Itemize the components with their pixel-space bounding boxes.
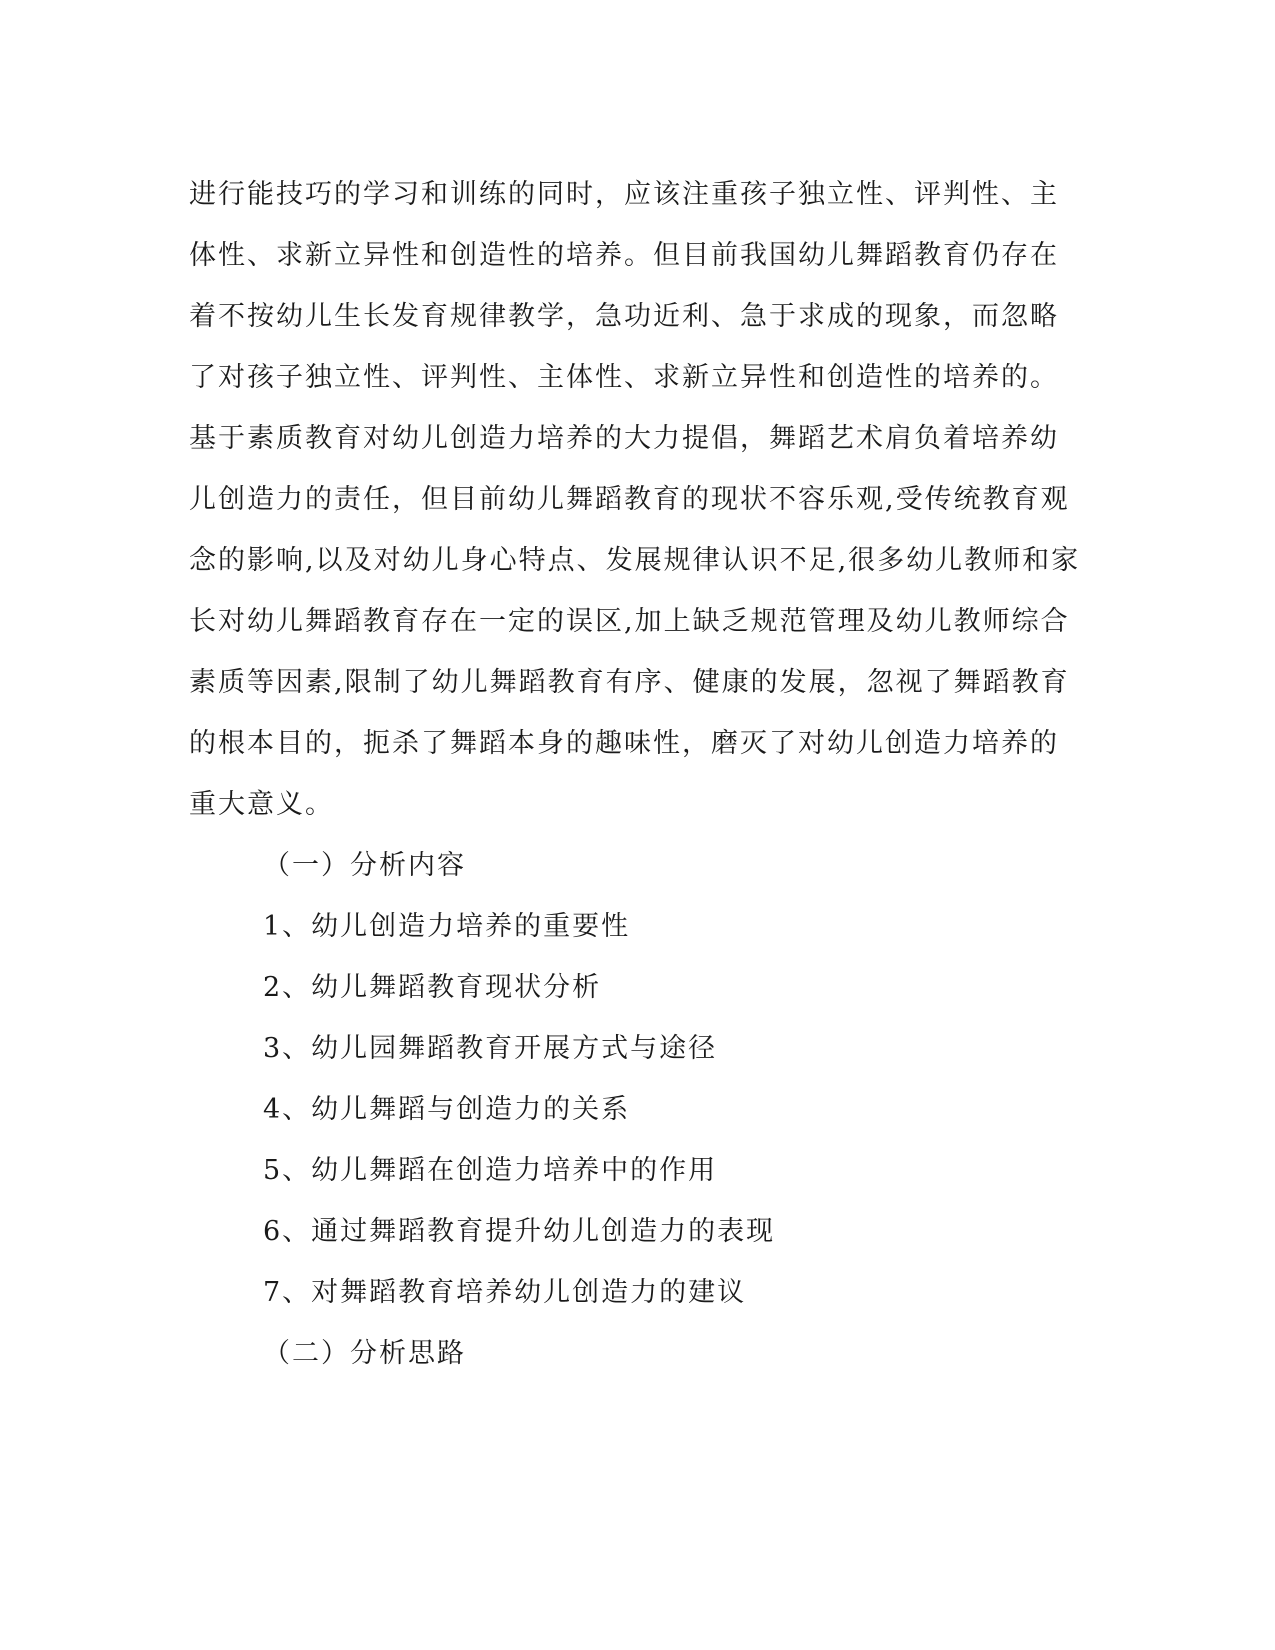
paragraph-line: 长对幼儿舞蹈教育存在一定的误区,加上缺乏规范管理及幼儿教师综合 — [189, 606, 1070, 637]
paragraph-line: 进行能技巧的学习和训练的同时，应该注重孩子独立性、评判性、主 — [189, 179, 1059, 210]
list-item: 1、幼儿创造力培养的重要性 — [263, 911, 631, 942]
analysis-outline — [189, 835, 1089, 1384]
paragraph-line: 念的影响,以及对幼儿身心特点、发展规律认识不足,很多幼儿教师和家 — [189, 545, 1081, 576]
section-heading-analysis-content: （一）分析内容 — [263, 850, 466, 881]
paragraph-line: 着不按幼儿生长发育规律教学，急功近利、急于求成的现象，而忽略 — [189, 301, 1059, 332]
paragraph-line: 体性、求新立异性和创造性的培养。但目前我国幼儿舞蹈教育仍存在 — [189, 240, 1059, 271]
paragraph-line: 重大意义。 — [189, 789, 334, 820]
list-item: 2、幼儿舞蹈教育现状分析 — [263, 972, 602, 1003]
list-item: 6、通过舞蹈教育提升幼儿创造力的表现 — [263, 1216, 776, 1247]
body-paragraph — [189, 164, 1089, 835]
paragraph-line: 了对孩子独立性、评判性、主体性、求新立异性和创造性的培养的。 — [189, 362, 1059, 393]
paragraph-line: 基于素质教育对幼儿创造力培养的大力提倡，舞蹈艺术肩负着培养幼 — [189, 423, 1059, 454]
list-item: 4、幼儿舞蹈与创造力的关系 — [263, 1094, 631, 1125]
section-heading-analysis-approach: （二）分析思路 — [263, 1338, 466, 1369]
paragraph-line: 儿创造力的责任，但目前幼儿舞蹈教育的现状不容乐观,受传统教育观 — [189, 484, 1070, 515]
list-item: 7、对舞蹈教育培养幼儿创造力的建议 — [263, 1277, 747, 1308]
paragraph-line: 素质等因素,限制了幼儿舞蹈教育有序、健康的发展，忽视了舞蹈教育 — [189, 667, 1070, 698]
paragraph-line: 的根本目的，扼杀了舞蹈本身的趣味性，磨灭了对幼儿创造力培养的 — [189, 728, 1059, 759]
list-item: 3、幼儿园舞蹈教育开展方式与途径 — [263, 1033, 718, 1064]
list-item: 5、幼儿舞蹈在创造力培养中的作用 — [263, 1155, 718, 1186]
